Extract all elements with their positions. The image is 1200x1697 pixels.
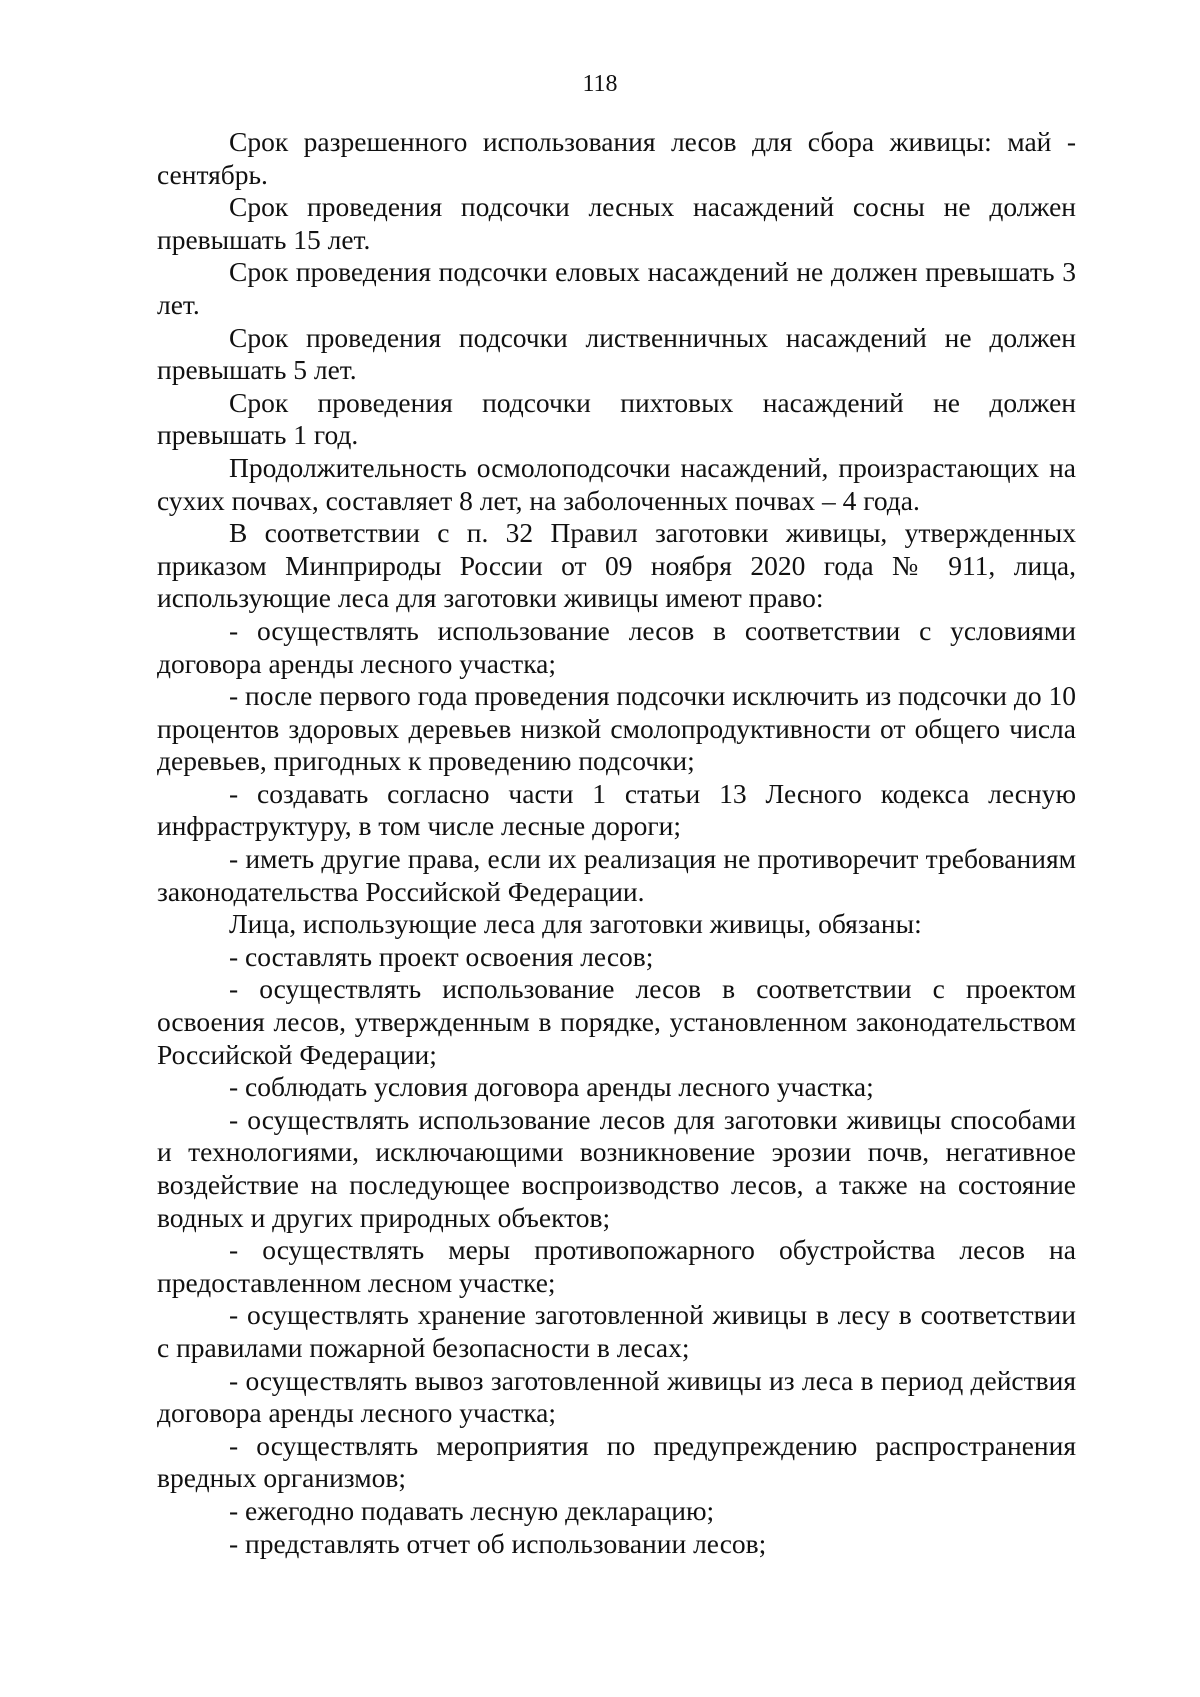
paragraph-harvest-period: Срок разрешенного использования лесов для сбора живицы: май - сентябрь. [157, 126, 1076, 190]
list-item-obligation: - соблюдать условия договора аренды лесного участка; [229, 1071, 874, 1103]
list-item-obligation: - осуществлять меры противопожарного обустройства лесов на предоставленном лесном участке; [157, 1234, 1076, 1298]
list-item-obligation: - осуществлять вывоз заготовленной живицы из леса в период действия договора аренды лесного участка; [157, 1364, 1076, 1429]
list-item-obligation: - осуществлять мероприятия по предупреждению распространения вредных организмов; [157, 1429, 1076, 1494]
list-item-obligation: - составлять проект освоения лесов; [229, 940, 654, 972]
list-item-obligation: - осуществлять использование лесов в соответствии с проектом освоения лесов, утвержденным в порядке, установленном законодательством Российской Федерации; [157, 973, 1076, 1070]
list-item-obligation: - ежегодно подавать лесную декларацию; [229, 1494, 715, 1526]
list-item-obligation: - представлять отчет об использовании лесов; [229, 1527, 767, 1559]
page-number: 118 [582, 71, 618, 97]
paragraph-resin-tapping-duration: Продолжительность осмолоподсочки насаждений, произрастающих на сухих почвах, составляет 8 лет, на заболоченных почвах – 4 года. [157, 451, 1076, 516]
paragraph-rights-intro: В соответствии с п. 32 Правил заготовки живицы, утвержденных приказом Минприроды России от 09 ноября 2020 года № 911, лица, использующие леса для заготовки живицы имеют право: [157, 517, 1076, 614]
paragraph-larch-tapping-term: Срок проведения подсочки лиственничных насаждений не должен превышать 5 лет. [157, 321, 1076, 386]
document-body [157, 126, 1076, 1560]
list-item-right: - осуществлять использование лесов в соответствии с условиями договора аренды лесного участка; [157, 614, 1076, 679]
list-item-obligation: - осуществлять хранение заготовленной живицы в лесу в соответствии с правилами пожарной безопасности в лесах; [157, 1299, 1076, 1363]
paragraph-spruce-tapping-term: Срок проведения подсочки еловых насаждений не должен превышать 3 лет. [157, 256, 1076, 320]
paragraph-pine-tapping-term: Срок проведения подсочки лесных насаждений сосны не должен превышать 15 лет. [157, 191, 1076, 255]
list-item-right: - иметь другие права, если их реализация не противоречит требованиям законодательства Российской Федерации. [157, 843, 1076, 907]
list-item-right: - создавать согласно части 1 статьи 13 Лесного кодекса лесную инфраструктуру, в том числе лесные дороги; [157, 777, 1076, 842]
paragraph-fir-tapping-term: Срок проведения подсочки пихтовых насаждений не должен превышать 1 год. [157, 386, 1076, 451]
paragraph-obligations-intro: Лица, использующие леса для заготовки живицы, обязаны: [229, 908, 922, 940]
list-item-right: - после первого года проведения подсочки исключить из подсочки до 10 процентов здоровых деревьев низкой смолопродуктивности от общего числа деревьев, пригодных к проведению подсочки; [157, 680, 1076, 777]
list-item-obligation: - осуществлять использование лесов для заготовки живицы способами и технологиями, исключающими возникновение эрозии почв, негативное воздействие на последующее воспроизводство лесов, а также на состояние водных и других природных объектов; [157, 1103, 1076, 1233]
